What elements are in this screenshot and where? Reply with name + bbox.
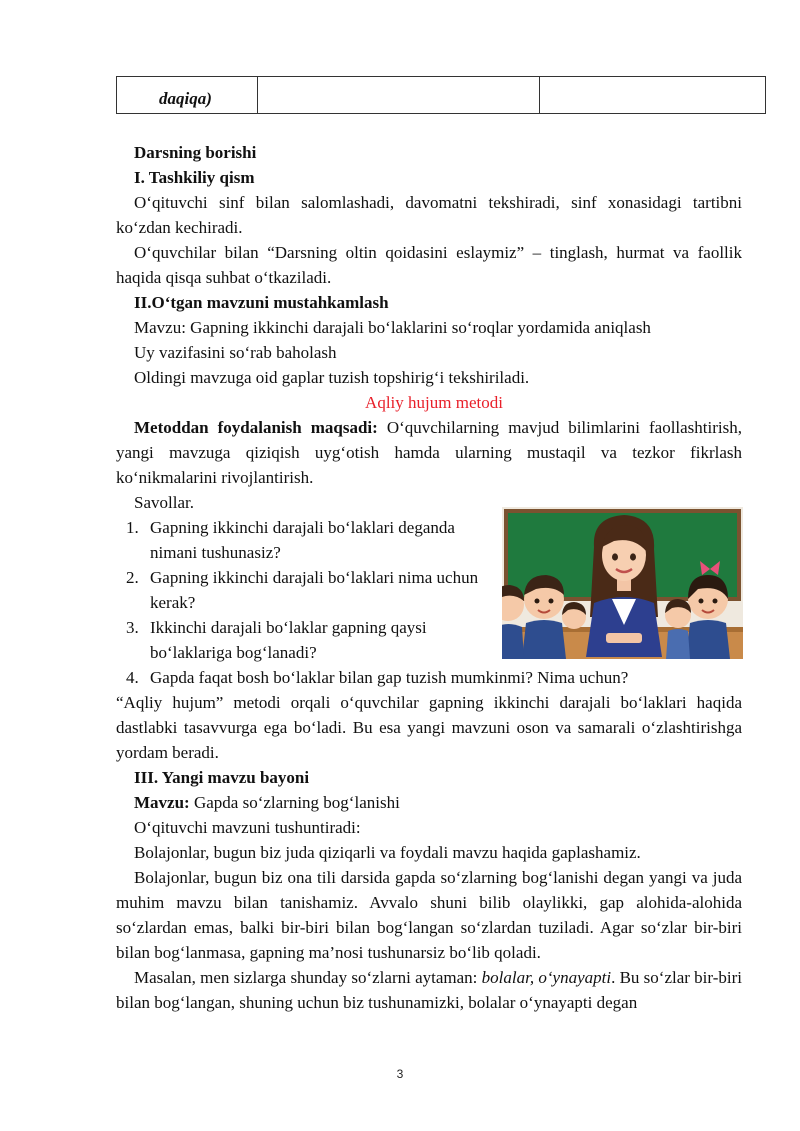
list-item bbox=[116, 665, 742, 690]
table-cell-duration bbox=[117, 77, 258, 114]
section-3-line-1: O‘qituvchi mavzuni tushuntiradi: bbox=[134, 818, 361, 837]
list-item-text: Gapda faqat bosh bo‘laklar bilan gap tuzish mumkinmi? Nima uchun? bbox=[150, 668, 629, 687]
table-row bbox=[117, 77, 766, 114]
section-2-task-line: Oldingi mavzuga oid gaplar tuzish topshirig‘i tekshiriladi. bbox=[134, 368, 530, 387]
list-item-text: Gapning ikkinchi darajali bo‘laklari nima uchun kerak? bbox=[150, 568, 479, 612]
list-item bbox=[116, 615, 495, 665]
method-conclusion-paragraph: “Aqliy hujum” metodi orqali o‘quvchilar gapning ikkinchi darajali bo‘laklari haqida dastlabki tasavvurga ega bo‘ladi. Bu esa yangi mavzuni oson va samarali o‘zlashtirishga yordam beradi. bbox=[116, 693, 742, 762]
method-goal-paragraph bbox=[116, 415, 742, 490]
section-1-title: I. Tashkiliy qism bbox=[134, 168, 255, 187]
questions-label: Savollar. bbox=[134, 493, 194, 512]
paragraph-text: Masalan, men sizlarga shunday so‘zlarni aytaman: bbox=[134, 968, 482, 987]
section-1-paragraph-1: O‘qituvchi sinf bilan salomlashadi, davomatni tekshiradi, sinf xonasidagi tartibni ko‘zdan kechiradi. bbox=[116, 193, 742, 237]
list-item bbox=[116, 515, 495, 565]
method-goal-text: O‘quvchilarning mavjud bilimlarini faollashtirish, yangi mavzuga qiziqish uyg‘otish hamda ularning mustaqil va tezkor fikrlash ko‘nikmalarini rivojlantirish. bbox=[116, 418, 742, 487]
section-1-paragraph-2: O‘quvchilar bilan “Darsning oltin qoidasini eslaymiz” – tinglash, hurmat va faollik haqida qisqa suhbat o‘tkaziladi. bbox=[116, 243, 742, 287]
list-item-number: 2. bbox=[126, 568, 139, 587]
table-cell-empty bbox=[258, 77, 540, 114]
table-cell-text: daqiqa) bbox=[159, 89, 212, 108]
list-item bbox=[116, 565, 495, 615]
list-item-text: Ikkinchi darajali bo‘laklar gapning qaysi bo‘laklariga bog‘lanadi? bbox=[150, 618, 427, 662]
section-3-topic bbox=[116, 790, 742, 815]
paragraph-text: . Bu so‘zlar bir-biri bilan bog‘langan, shuning uchun biz tushunamizki, bolalar o‘ynayapti degan bbox=[116, 968, 742, 1012]
section-3-topic-label: Mavzu: bbox=[134, 793, 190, 812]
teacher-and-pupils-picture bbox=[502, 507, 743, 659]
lesson-flow-heading: Darsning borishi bbox=[134, 143, 257, 162]
section-2-topic-line: Mavzu: Gapning ikkinchi darajali bo‘laklarini so‘roqlar yordamida aniqlash bbox=[134, 318, 651, 337]
section-2-title: II.O‘tgan mavzuni mustahkamlash bbox=[134, 293, 389, 312]
method-title: Aqliy hujum metodi bbox=[365, 393, 503, 412]
method-goal-label: Metoddan foydalanish maqsadi: bbox=[134, 418, 378, 437]
section-3-paragraph-2 bbox=[116, 965, 742, 1015]
list-item-number: 1. bbox=[126, 518, 139, 537]
table-cell-empty bbox=[540, 77, 766, 114]
section-3-paragraph-1: Bolajonlar, bugun biz ona tili darsida gapda so‘zlarning bog‘lanishi degan yangi va juda muhim mavzu bilan tanishamiz. Avvalo shuni bilib olaylikki, gap alohida-alohida so‘zlardan emas, balki bir-biri bilan bog‘langan so‘zlardan tuziladi. Agar so‘zlar bir-biri bilan bog‘lanmasa, gapning ma’nosi tushunarsiz bo‘lib qoladi. bbox=[116, 868, 742, 962]
section-2-homework-line: Uy vazifasini so‘rab baholash bbox=[134, 343, 337, 362]
section-3-topic-text: Gapda so‘zlarning bog‘lanishi bbox=[189, 793, 400, 812]
lesson-plan-table-fragment bbox=[116, 76, 766, 114]
section-3-title: III. Yangi mavzu bayoni bbox=[134, 768, 310, 787]
list-item-number: 3. bbox=[126, 618, 139, 637]
example-words: bolalar, o‘ynayapti bbox=[481, 968, 612, 987]
page-number: 3 bbox=[396, 1067, 404, 1081]
list-item-text: Gapning ikkinchi darajali bo‘laklari deganda nimani tushunasiz? bbox=[150, 518, 455, 562]
list-item-number: 4. bbox=[126, 668, 139, 687]
section-3-line-2: Bolajonlar, bugun biz juda qiziqarli va foydali mavzu haqida gaplashamiz. bbox=[134, 843, 641, 862]
classroom-illustration bbox=[502, 507, 743, 659]
